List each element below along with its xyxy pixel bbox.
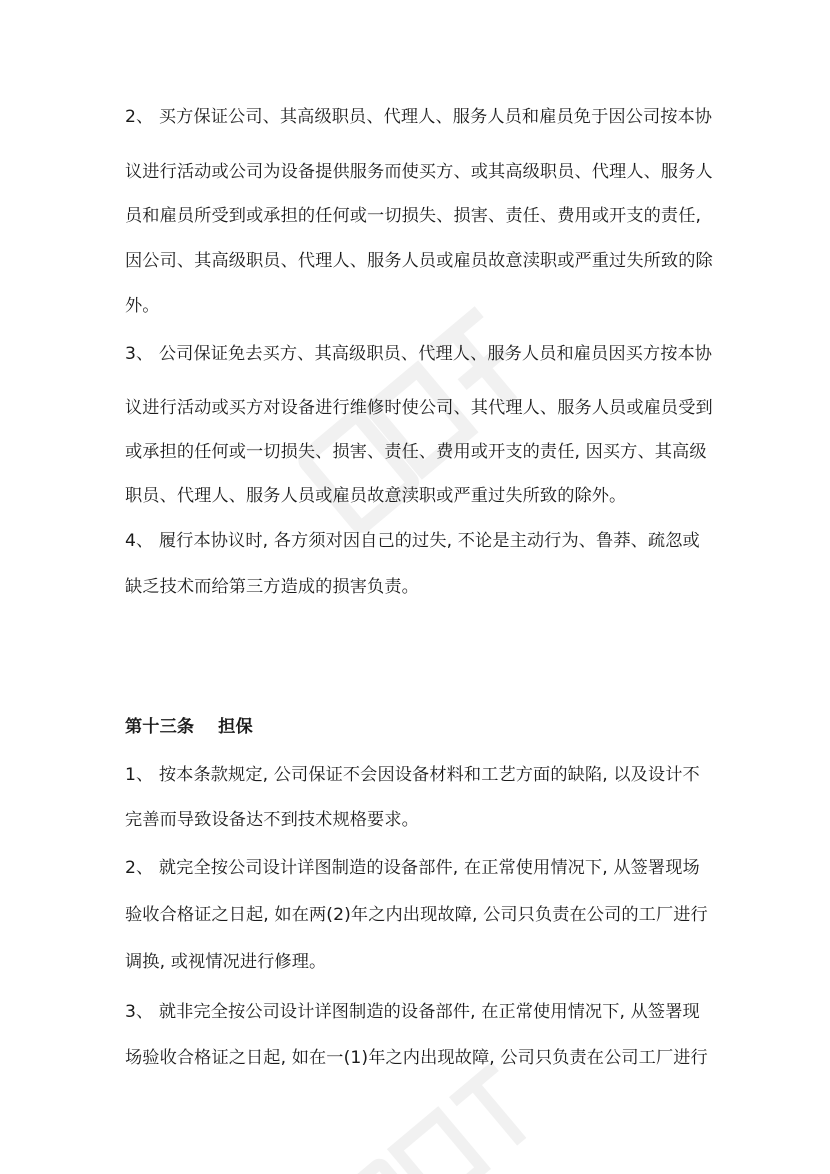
paragraph-line: 或承担的任何或一切损失、损害、责任、费用或开支的责任, 因买方、其高级 <box>125 442 707 462</box>
paragraph-line: 3、 公司保证免去买方、其高级职员、代理人、服务人员和雇员因买方按本协 <box>125 344 713 364</box>
section-number: 第十三条 <box>125 717 195 737</box>
section-heading <box>125 715 253 739</box>
paragraph-line: 3、 就非完全按公司设计详图制造的设备部件, 在正常使用情况下, 从签署现 <box>125 1002 700 1022</box>
paragraph-line: 缺乏技术而给第三方造成的损害负责。 <box>125 577 419 597</box>
paragraph-line: 因公司、其高级职员、代理人、服务人员或雇员故意渎职或严重过失所致的除 <box>125 251 713 271</box>
paragraph-line: 调换, 或视情况进行修理。 <box>125 952 327 972</box>
paragraph-line: 验收合格证之日起, 如在两(2)年之内出现故障, 公司只负责在公司的工厂进行 <box>125 905 708 925</box>
paragraph-line: 完善而导致设备达不到技术规格要求。 <box>125 810 419 830</box>
paragraph-line: 议进行活动或买方对设备进行维修时使公司、其代理人、服务人员或雇员受到 <box>125 398 713 418</box>
section-title: 担保 <box>218 717 253 737</box>
paragraph-line: 员和雇员所受到或承担的任何或一切损失、损害、责任、费用或开支的责任, <box>125 206 702 226</box>
paragraph-line: 职员、代理人、服务人员或雇员故意渎职或严重过失所致的除外。 <box>125 486 627 506</box>
paragraph-line: 1、 按本条款规定, 公司保证不会因设备材料和工艺方面的缺陷, 以及设计不 <box>125 765 700 785</box>
paragraph-line: 2、 就完全按公司设计详图制造的设备部件, 在正常使用情况下, 从签署现场 <box>125 858 700 878</box>
paragraph-line: 4、 履行本协议时, 各方须对因自己的过失, 不论是主动行为、鲁莽、疏忽或 <box>125 531 700 551</box>
paragraph-line: 外。 <box>125 296 160 316</box>
paragraph-line: 议进行活动或公司为设备提供服务而使买方、或其高级职员、代理人、服务人 <box>125 162 713 182</box>
watermark-graphic <box>270 270 570 570</box>
paragraph-line: 2、 买方保证公司、其高级职员、代理人、服务人员和雇员免于因公司按本协 <box>125 107 713 127</box>
watermark-graphic-bottom <box>300 1060 560 1174</box>
paragraph-line: 场验收合格证之日起, 如在一(1)年之内出现故障, 公司只负责在公司工厂进行 <box>125 1048 708 1068</box>
